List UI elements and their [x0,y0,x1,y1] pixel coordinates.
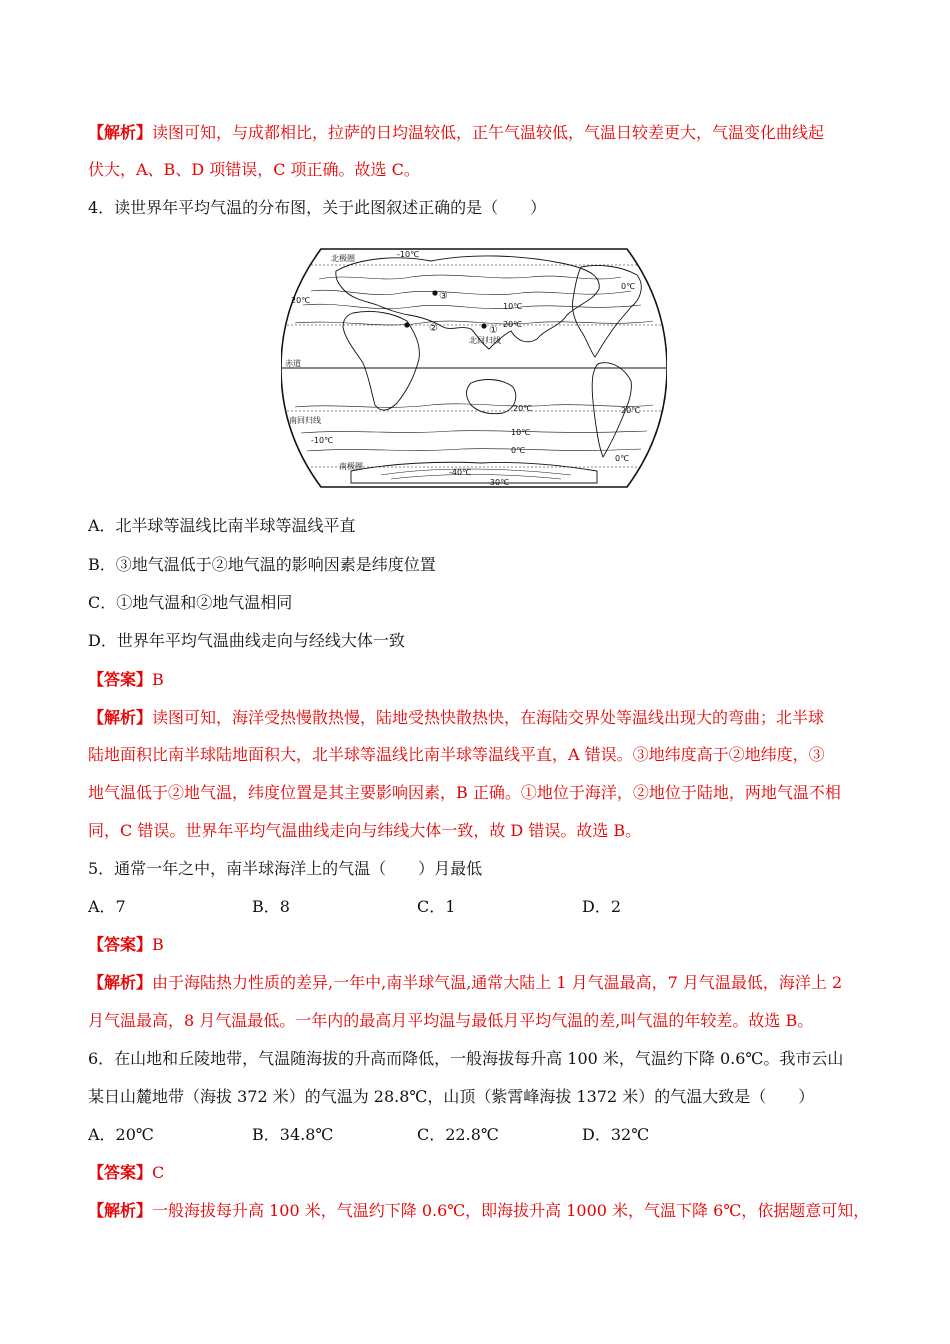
label-t-20-n: 20℃ [503,320,523,329]
label-equator: 赤道 [285,359,301,368]
q4-option-c: C．①地气温和②地气温相同 [88,593,293,612]
q4-stem: 4．读世界年平均气温的分布图，关于此图叙述正确的是（ ） [88,198,547,217]
q3-analysis-line-2: 伏大，A、B、D 项错误，C 项正确。故选 C。 [88,160,420,179]
answer-tag: 【答案】 [88,935,153,954]
isotherm-n-10c [303,304,641,309]
q5-stem: 5．通常一年之中，南半球海洋上的气温（ ）月最低 [88,859,483,878]
label-t-m30: -30℃ [487,478,510,487]
q6-stem-line-1: 6．在山地和丘陵地带，气温随海拔的升高而降低，一般海拔每升高 100 米，气温约下降 0.6℃。我市云山 [88,1049,844,1068]
label-arctic: 北极圈 [331,254,355,263]
australia-outline [467,380,516,414]
label-tropic-n: 北回归线 [469,336,501,345]
q4-option-d: D．世界年平均气温曲线走向与经线大体一致 [88,631,405,650]
isotherm-n-0 [311,290,631,295]
q4-option-a: A．北半球等温线比南半球等温线平直 [88,516,356,535]
q4-option-b: B．③地气温低于②地气温的影响因素是纬度位置 [88,555,436,574]
label-t-20-se: 20℃ [621,406,641,415]
q6-option-d: D．32℃ [582,1125,650,1144]
q4-answer [88,670,164,690]
q5-option-d: D．2 [582,897,622,916]
answer-tag: 【答案】 [88,1163,153,1182]
label-t-0-se: 0℃ [615,454,630,463]
isotherm-s-10 [301,431,647,433]
q6-option-c: C．22.8℃ [417,1125,499,1144]
isotherm-s-0 [307,449,641,451]
label-t-m40: -40℃ [449,468,472,477]
label-t-0-s: 0℃ [511,446,526,455]
label-t-20-w: 20℃ [291,296,311,305]
point-2-marker [404,322,409,327]
answer-value: B [152,670,164,689]
q6-analysis-line-1: 【解析】一般海拔每升高 100 米，气温约下降 0.6℃，即海拔升高 1000 米，气温下降 6℃，依据题意可知， [88,1201,870,1220]
analysis-tag: 【解析】 [88,123,153,142]
q6-option-b: B．34.8℃ [252,1125,334,1144]
q3-analysis-line-1: 【解析】读图可知，与成都相比，拉萨的日均温较低，正午气温较低，气温日较差更大，气温变化曲线起 [88,123,825,142]
analysis-tag: 【解析】 [88,1201,153,1220]
antarctica-isotherms [381,469,571,479]
q6-stem-line-2: 某日山麓地带（海拔 372 米）的气温为 28.8℃，山顶（紫霄峰海拔 1372 米）的气温大致是（ ） [88,1087,815,1106]
label-t-10-n: 10℃ [503,302,523,311]
label-tropic-s: 南回归线 [289,416,321,425]
isotherm-n-20 [295,321,653,325]
answer-value: B [152,935,164,954]
label-antarctic: 南极圈 [339,462,363,471]
label-t-m10-n: -10℃ [397,250,420,259]
antarctica-outline [351,462,597,483]
world-temperature-map [281,243,667,493]
north-america-outline [572,265,641,357]
answer-tag: 【答案】 [88,670,153,689]
label-t-0-n: 0℃ [621,282,636,291]
answer-value: C [152,1163,165,1182]
analysis-tag: 【解析】 [88,973,153,992]
label-point-2: ② [429,323,438,334]
analysis-tag: 【解析】 [88,708,153,727]
q5-analysis-line-2: 月气温最高，8 月气温最低。一年内的最高月平均温与最低月平均气温的差,叫气温的年较差。故选 B。 [88,1011,814,1030]
q4-analysis-line-3: 地气温低于②地气温，纬度位置是其主要影响因素，B 正确。①地位于海洋，②地位于陆地，两地气温不相 [88,783,841,802]
q4-analysis-line-2: 陆地面积比南半球陆地面积大，北半球等温线比南半球等温线平直，A 错误。③地纬度高于②地纬度，③ [88,745,825,764]
q5-option-b: B．8 [252,897,290,916]
isotherm-s-20 [295,404,653,407]
label-t-10-s: 10℃ [511,428,531,437]
label-point-1: ① [489,325,498,336]
q6-answer [88,1163,164,1183]
q5-option-c: C．1 [417,897,456,916]
label-t-20-s: 20℃ [513,404,533,413]
label-point-3: ③ [439,291,448,302]
eurasia-outline [336,256,599,349]
q6-option-a: A．20℃ [88,1125,154,1144]
isotherm-n-10 [319,275,621,279]
q5-option-a: A．7 [88,897,126,916]
point-1-marker [481,323,486,328]
q5-answer [88,935,164,955]
q4-analysis-line-4: 同，C 错误。世界年平均气温曲线走向与纬线大体一致，故 D 错误。故选 B。 [88,821,642,840]
label-t-m10-s: -10℃ [311,436,334,445]
point-3-marker [432,290,437,295]
q4-analysis-line-1: 【解析】读图可知，海洋受热慢散热慢，陆地受热快散热快，在海陆交界处等温线出现大的弯曲；北半球 [88,708,825,727]
q5-analysis-line-1: 【解析】由于海陆热力性质的差异,一年中,南半球气温,通常大陆上 1 月气温最高，7 月气温最低，海洋上 2 [88,973,843,992]
